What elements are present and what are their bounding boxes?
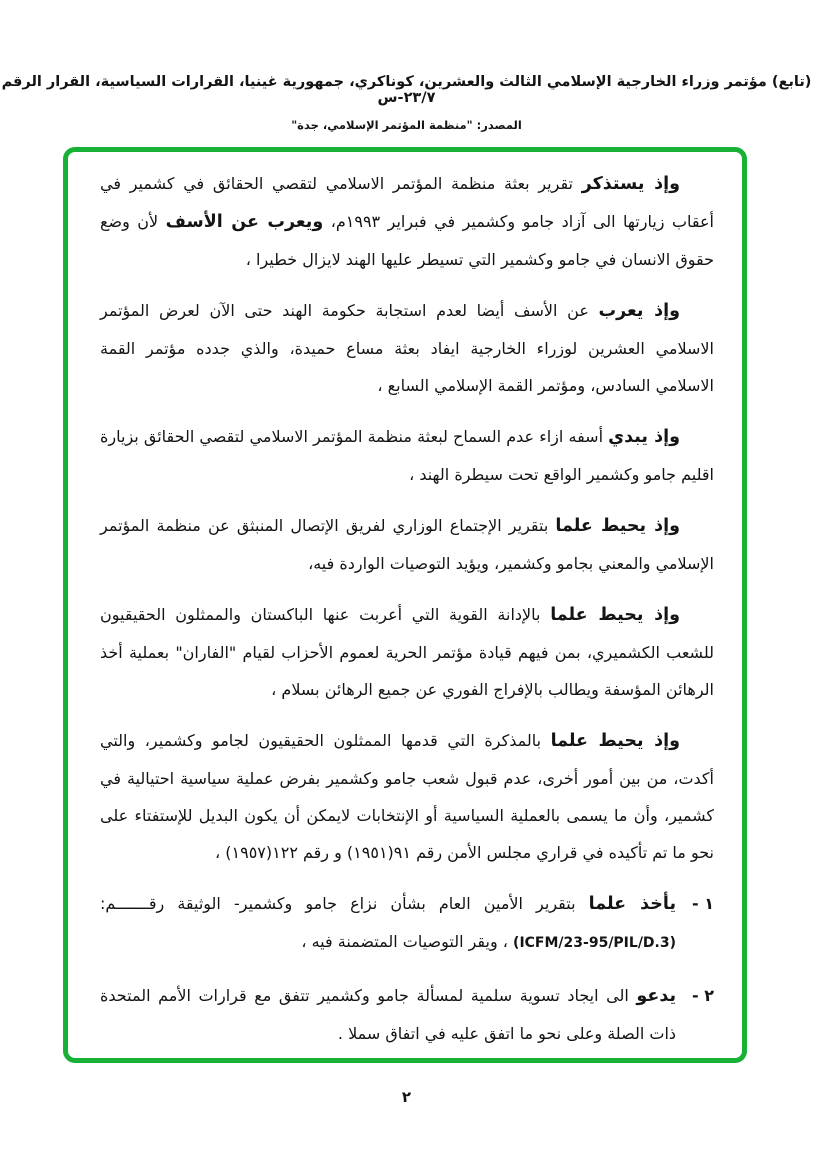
- preamble-paragraph-2: [100, 292, 714, 404]
- paragraph-lead-phrase: وإذ يعرب: [598, 301, 680, 321]
- paragraph-text: بالإدانة القوية التي أعربت عنها الباكستان والممثلون الحقيقيون للشعب الكشميري، بمن فيهم قيادة مؤتمر الحرية لعموم الأحزاب لقيام "الفاران" بعملية أخذ الرهائن المؤسفة ويطالب بالإفراج الفوري عن جميع الرهائن بسلام ،: [100, 605, 714, 699]
- paragraph-lead-phrase: وإذ يحيط علما: [550, 605, 681, 625]
- paragraph-text: لأن وضع حقوق الانسان في جامو وكشمير التي تسيطر عليها الهند لايزال خطيرا ،: [100, 212, 714, 269]
- item-number: ١ -: [692, 894, 714, 913]
- document-header: [0, 74, 813, 132]
- item-lead-phrase: يدعو: [636, 986, 677, 1006]
- paragraph-lead-phrase: وإذ يبدي: [608, 427, 680, 447]
- operative-item-2: [100, 977, 714, 1052]
- paragraph-lead-phrase: وإذ يحيط علما: [555, 516, 681, 536]
- preamble-paragraph-5: [100, 596, 714, 708]
- item-text: [100, 885, 676, 962]
- item-number: ٢ -: [692, 986, 714, 1005]
- item-text-segment: بتقرير الأمين العام بشأن نزاع جامو وكشمير- الوثيقة رقـــــــم:: [100, 894, 589, 913]
- preamble-paragraph-1: [100, 165, 714, 278]
- header-source: المصدر: "منظمة المؤتمر الإسلامي، جدة": [291, 118, 522, 132]
- annotation-highlight-box: [63, 147, 747, 1063]
- paragraph-lead-phrase: ويعرب عن الأسف: [165, 212, 324, 232]
- preamble-paragraph-4: [100, 507, 714, 582]
- paragraph-text: بتقرير الإجتماع الوزاري لفريق الإتصال المنبثق عن منظمة المؤتمر الإسلامي والمعني بجامو وكشمير، ويؤيد التوصيات الواردة فيه،: [100, 516, 714, 573]
- item-text-segment: الى ايجاد تسوية سلمية لمسألة جامو وكشمير تتفق مع قرارات الأمم المتحدة ذات الصلة وعلى نحو ما اتفق عليه في اتفاق سملا .: [100, 986, 677, 1043]
- paragraph-text: عن الأسف أيضا لعدم استجابة حكومة الهند حتى الآن لعرض المؤتمر الاسلامي العشرين لوزراء الخارجية ايفاد بعثة مساع حميدة، والذي جدده مؤتمر القمة الاسلامي السادس، ومؤتمر القمة الإسلامي السابع ،: [100, 301, 714, 395]
- paragraph-text: تقرير بعثة منظمة المؤتمر الاسلامي لتقصي الحقائق في كشمير في أعقاب زيارتها الى آزاد جامو وكشمير في فبراير ١٩٩٣م،: [100, 174, 714, 231]
- paragraph-lead-phrase: وإذ يستذكر: [581, 174, 680, 194]
- preamble-paragraph-3: [100, 418, 714, 493]
- document-reference-number: (ICFM/23-95/PIL/D.3): [513, 935, 677, 951]
- paragraph-lead-phrase: وإذ يحيط علما: [550, 731, 680, 751]
- page-number: ٢: [401, 1088, 412, 1106]
- item-text-segment: ، ويقر التوصيات المتضمنة فيه ،: [301, 932, 514, 951]
- paragraph-text: بالمذكرة التي قدمها الممثلون الحقيقيون لجامو وكشمير، والتي أكدت، من بين أمور أخرى، عدم قبول شعب جامو وكشمير بفرض عملية سياسية احتيالية في كشمير، وأن ما يسمى بالعملية السياسية أو الإنتخابات لايمكن أن يكون البديل للإستفتاء على نحو ما تم تأكيده في قراري مجلس الأمن رقم ٩١(١٩٥١) و رقم ١٢٢(١٩٥٧) ،: [100, 731, 714, 862]
- paragraph-text: أسفه ازاء عدم السماح لبعثة منظمة المؤتمر الاسلامي لتقصي الحقائق بزيارة اقليم جامو وكشمير الواقع تحت سيطرة الهند ،: [100, 427, 714, 484]
- item-lead-phrase: يأخذ علما: [588, 894, 677, 914]
- header-title: (تابع) مؤتمر وزراء الخارجية الإسلامي الثالث والعشرين، كوناكري، جمهورية غينيا، القرارات السياسية، القرار الرقم ٢٣/٧-س: [1, 74, 812, 106]
- operative-item-1: [100, 885, 714, 962]
- item-text: [100, 977, 676, 1052]
- preamble-paragraph-6: [100, 722, 714, 871]
